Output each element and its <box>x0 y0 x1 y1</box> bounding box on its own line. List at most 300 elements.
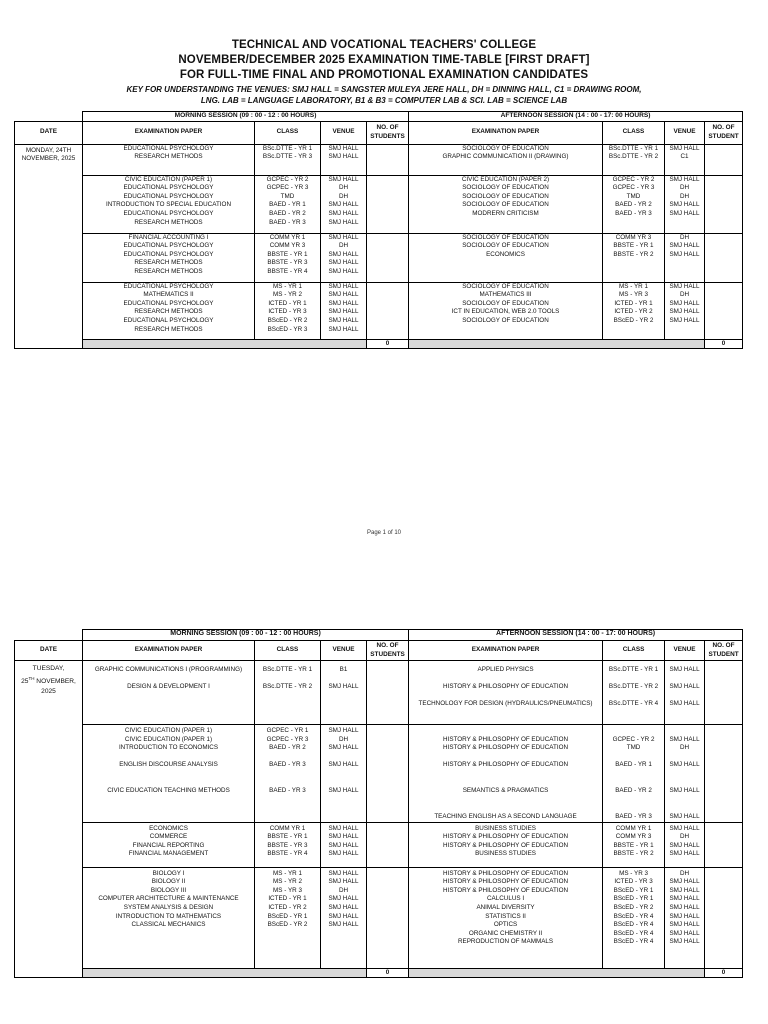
morning-classes <box>255 282 321 339</box>
cell-line: DH <box>679 744 690 752</box>
cell-line: CIVIC EDUCATION (PAPER 1) <box>124 175 213 183</box>
cell-line: SMJ HALL <box>328 787 359 795</box>
total-afternoon: 0 <box>705 968 743 978</box>
afternoon-students <box>705 867 743 968</box>
cell-line: COMM YR 1 <box>615 824 652 832</box>
cell-line: COMM YR 3 <box>615 833 652 841</box>
cell-line: SMJ HALL <box>669 903 700 911</box>
cell-line: HISTORY & PHILOSOPHY OF EDUCATION <box>443 683 569 691</box>
cell-line: RESEARCH METHODS <box>134 267 203 275</box>
cell-line: COMM YR 3 <box>615 233 652 241</box>
cell-line: BUSINESS STUDIES <box>475 850 536 858</box>
cell-line: SMJ HALL <box>328 878 359 886</box>
morning-papers <box>83 144 255 175</box>
cell-line: BBSTE - YR 2 <box>613 850 654 858</box>
morning-students <box>367 822 409 867</box>
cell-line: BAED - YR 2 <box>615 787 652 795</box>
cell-line: RESEARCH METHODS <box>134 153 203 161</box>
cell-line: BScED - YR 2 <box>613 903 654 911</box>
col-exam-paper-afternoon: EXAMINATION PAPER <box>409 641 603 661</box>
afternoon-classes <box>603 822 665 867</box>
cell-line: BAED - YR 3 <box>269 787 306 795</box>
cell-line: SMJ HALL <box>669 787 700 795</box>
cell-line: BBSTE - YR 3 <box>267 841 308 849</box>
cell-line <box>410 727 601 736</box>
cell-line: ECONOMICS <box>149 824 188 832</box>
cell-line: TECHNOLOGY FOR DESIGN (HYDRAULICS/PNEUMATICS) <box>418 700 593 708</box>
cell-line: BAED - YR 3 <box>615 812 652 820</box>
cell-line: BScED - YR 4 <box>613 912 654 920</box>
afternoon-students <box>705 725 743 823</box>
cell-line: CIVIC EDUCATION (PAPER 1) <box>124 735 213 743</box>
cell-line: DH <box>679 833 690 841</box>
totals-row <box>15 968 743 978</box>
cell-line: SMJ HALL <box>328 833 359 841</box>
cell-line: SMJ HALL <box>328 153 359 161</box>
morning-venues <box>321 725 367 823</box>
cell-line: SMJ HALL <box>328 921 359 929</box>
cell-line: BBSTE - YR 1 <box>267 250 308 258</box>
cell-line: SMJ HALL <box>328 869 359 877</box>
cell-line: SOCIOLOGY OF EDUCATION <box>462 299 549 307</box>
col-students-afternoon: NO. OF STUDENT <box>705 121 743 144</box>
cell-line: DH <box>679 233 690 241</box>
cell-line: SMJ HALL <box>669 144 700 152</box>
afternoon-classes <box>603 282 665 339</box>
afternoon-classes <box>603 661 665 725</box>
cell-line <box>666 804 703 813</box>
cell-line: ICTED - YR 3 <box>268 308 307 316</box>
cell-line: SMJ HALL <box>669 735 700 743</box>
cell-line: SMJ HALL <box>328 903 359 911</box>
cell-line: BBSTE - YR 1 <box>613 841 654 849</box>
cell-line: SMJ HALL <box>669 850 700 858</box>
totals-shade-afternoon <box>409 339 705 349</box>
col-students-morning: NO. OF STUDENTS <box>367 121 409 144</box>
cell-line <box>322 779 365 788</box>
morning-students <box>367 725 409 823</box>
cell-line: BSc.DTTE - YR 1 <box>608 144 659 152</box>
cell-line: RESEARCH METHODS <box>134 218 203 226</box>
cell-line: SMJ HALL <box>328 895 359 903</box>
morning-venues <box>321 175 367 233</box>
morning-students <box>367 867 409 968</box>
afternoon-venues <box>665 725 705 823</box>
cell-line: SMJ HALL <box>669 895 700 903</box>
morning-classes <box>255 822 321 867</box>
cell-line: SMJ HALL <box>669 878 700 886</box>
col-exam-paper-afternoon: EXAMINATION PAPER <box>409 121 603 144</box>
afternoon-papers <box>409 175 603 233</box>
cell-line: SMJ HALL <box>328 233 359 241</box>
afternoon-papers <box>409 282 603 339</box>
cell-line: BBSTE - YR 1 <box>267 833 308 841</box>
date-year: 2025 <box>41 688 56 696</box>
cell-line: BAED - YR 3 <box>269 761 306 769</box>
cell-line: SMJ HALL <box>669 812 700 820</box>
afternoon-students <box>705 144 743 175</box>
cell-line: EDUCATIONAL PSYCHOLOGY <box>123 144 214 152</box>
cell-line <box>84 753 253 762</box>
cell-line: SMJ HALL <box>328 259 359 267</box>
morning-papers <box>83 867 255 968</box>
cell-line: SMJ HALL <box>669 242 700 250</box>
cell-line: BBSTE - YR 4 <box>267 267 308 275</box>
date-day: TUESDAY, <box>32 665 65 672</box>
cell-line: CIVIC EDUCATION (PAPER 2) <box>461 175 550 183</box>
cell-line: DH <box>338 886 349 894</box>
timetable-title: NOVEMBER/DECEMBER 2025 EXAMINATION TIME-TABLE [FIRST DRAFT] <box>178 54 590 66</box>
cell-line: CALCULUS I <box>487 895 525 903</box>
afternoon-papers <box>409 144 603 175</box>
cell-line: DH <box>338 184 349 192</box>
cell-line: HISTORY & PHILOSOPHY OF EDUCATION <box>443 761 569 769</box>
cell-line: BScED - YR 1 <box>267 912 308 920</box>
cell-line: BBSTE - YR 1 <box>613 242 654 250</box>
cell-line: SMJ HALL <box>328 299 359 307</box>
cell-line: BSc.DTTE - YR 2 <box>262 683 313 691</box>
cell-line: MS - YR 3 <box>273 886 302 894</box>
venue-key-line1: KEY FOR UNDERSTANDING THE VENUES: SMJ HALL = SANGSTER MULEYA JERE HALL, DH = DINNING HALL, C1 = DRAWING ROOM, <box>126 85 642 94</box>
cell-line <box>604 753 663 762</box>
col-venue-morning: VENUE <box>321 121 367 144</box>
page-footer: Page 1 of 10 <box>366 530 402 536</box>
table-row <box>15 822 743 867</box>
cell-line: C1 <box>680 153 689 161</box>
cell-line: MATHEMATICS III <box>479 291 532 299</box>
morning-papers <box>83 822 255 867</box>
cell-line <box>410 753 601 762</box>
cell-line: SMJ HALL <box>669 282 700 290</box>
cell-line: DESIGN & DEVELOPMENT I <box>127 683 210 691</box>
cell-line: SMJ HALL <box>328 824 359 832</box>
cell-line: ICTED - YR 2 <box>614 308 653 316</box>
cell-line <box>666 727 703 736</box>
total-morning: 0 <box>367 339 409 349</box>
cell-line: CLASSICAL MECHANICS <box>131 921 206 929</box>
col-class-afternoon: CLASS <box>603 641 665 661</box>
cell-line: ICTED - YR 1 <box>614 299 653 307</box>
afternoon-venues <box>665 661 705 725</box>
afternoon-venues <box>665 233 705 282</box>
cell-line: BAED - YR 1 <box>615 761 652 769</box>
cell-line: INTRODUCTION TO ECONOMICS <box>118 744 219 752</box>
cell-line: SMJ HALL <box>328 727 359 734</box>
cell-line: BBSTE - YR 2 <box>613 250 654 258</box>
cell-line: HISTORY & PHILOSOPHY OF EDUCATION <box>443 735 569 743</box>
total-morning: 0 <box>367 968 409 978</box>
morning-students <box>367 144 409 175</box>
cell-line: GRAPHIC COMMUNICATION II (DRAWING) <box>442 153 569 161</box>
cell-line: SMJ HALL <box>669 929 700 937</box>
cell-line: MS - YR 1 <box>273 282 302 290</box>
cell-line: B1 <box>339 666 348 673</box>
cell-line: COMPUTER ARCHITECTURE & MAINTENANCE <box>98 895 239 903</box>
afternoon-venues <box>665 175 705 233</box>
timetable-page1 <box>14 111 743 349</box>
table-row <box>15 175 743 233</box>
cell-line: BScED - YR 4 <box>613 929 654 937</box>
cell-line: SMJ HALL <box>669 308 700 316</box>
cell-line: EDUCATIONAL PSYCHOLOGY <box>123 250 214 258</box>
cell-line <box>666 779 703 788</box>
col-class-morning: CLASS <box>255 641 321 661</box>
col-date: DATE <box>15 641 83 661</box>
cell-line: DH <box>338 735 349 743</box>
cell-line: SMJ HALL <box>669 912 700 920</box>
cell-line <box>604 727 663 736</box>
cell-line: BSc.DTTE - YR 2 <box>608 683 659 691</box>
cell-line: EDUCATIONAL PSYCHOLOGY <box>123 299 214 307</box>
cell-line: SMJ HALL <box>669 683 700 691</box>
cell-line: SMJ HALL <box>328 291 359 299</box>
cell-line <box>410 779 601 788</box>
afternoon-classes <box>603 175 665 233</box>
col-venue-afternoon: VENUE <box>665 641 705 661</box>
date-month: NOVEMBER, <box>34 678 76 686</box>
col-students-afternoon: NO. OF STUDENT <box>705 641 743 661</box>
totals-shade-morning <box>83 968 367 978</box>
cell-line: SMJ HALL <box>669 201 700 209</box>
venue-key-line2: LNG. LAB = LANGUAGE LABORATORY, B1 & B3 = COMPUTER LAB & SCI. LAB = SCIENCE LAB <box>200 96 568 105</box>
cell-line: COMM YR 1 <box>269 824 306 832</box>
date-number: 25 <box>21 678 29 686</box>
morning-venues <box>321 867 367 968</box>
afternoon-papers <box>409 233 603 282</box>
cell-line: SMJ HALL <box>328 683 359 691</box>
col-class-morning: CLASS <box>255 121 321 144</box>
cell-line: MATHEMATICS II <box>143 291 194 299</box>
blank-corner <box>15 112 83 122</box>
cell-line: SMJ HALL <box>669 938 700 946</box>
cell-line <box>256 675 319 684</box>
cell-line: BScED - YR 3 <box>267 325 308 333</box>
cell-line <box>256 779 319 788</box>
cell-line <box>666 770 703 779</box>
cell-line <box>410 804 601 813</box>
cell-line <box>84 779 253 788</box>
cell-line: BScED - YR 2 <box>613 316 654 324</box>
cell-line: ENGLISH DISCOURSE ANALYSIS <box>119 761 218 769</box>
cell-line: BScED - YR 4 <box>613 921 654 929</box>
cell-line <box>410 675 601 684</box>
cell-line: ANIMAL DIVERSITY <box>476 903 535 911</box>
cell-line: BSc.DTTE - YR 4 <box>608 700 659 708</box>
cell-line: SMJ HALL <box>328 308 359 316</box>
cell-line: RESEARCH METHODS <box>134 325 203 333</box>
morning-venues <box>321 144 367 175</box>
cell-line: BSc.DTTE - YR 1 <box>608 666 659 673</box>
cell-line: HISTORY & PHILOSOPHY OF EDUCATION <box>443 878 569 886</box>
morning-classes <box>255 725 321 823</box>
cell-line: MS - YR 1 <box>273 869 302 877</box>
cell-line: CIVIC EDUCATION TEACHING METHODS <box>107 787 230 795</box>
timetable-page2 <box>14 629 743 978</box>
cell-line: DH <box>338 242 349 250</box>
cell-line: BIOLOGY I <box>152 869 185 877</box>
cell-line: BAED - YR 3 <box>615 209 652 217</box>
cell-line: SMJ HALL <box>669 250 700 258</box>
total-afternoon: 0 <box>705 339 743 349</box>
afternoon-venues <box>665 867 705 968</box>
blank-corner <box>15 630 83 641</box>
cell-line <box>84 675 253 684</box>
cell-line: HISTORY & PHILOSOPHY OF EDUCATION <box>443 744 569 752</box>
col-venue-afternoon: VENUE <box>665 121 705 144</box>
cell-line: FINANCIAL MANAGEMENT <box>128 850 209 858</box>
cell-line: SMJ HALL <box>328 267 359 275</box>
cell-line <box>604 770 663 779</box>
cell-line <box>410 692 601 701</box>
cell-line <box>604 675 663 684</box>
col-date: DATE <box>15 121 83 144</box>
cell-line: GRAPHIC COMMUNICATIONS I (PROGRAMMING) <box>94 666 243 673</box>
afternoon-students <box>705 282 743 339</box>
cell-line: BScED - YR 2 <box>267 316 308 324</box>
cell-line: OPTICS <box>493 921 518 929</box>
cell-line: DH <box>679 192 690 200</box>
cell-line: SOCIOLOGY OF EDUCATION <box>462 184 549 192</box>
cell-line: ORGANIC CHEMISTRY II <box>468 929 543 937</box>
cell-line: MS - YR 3 <box>619 291 648 299</box>
cell-line: EDUCATIONAL PSYCHOLOGY <box>123 316 214 324</box>
cell-line <box>666 675 703 684</box>
cell-line: SOCIOLOGY OF EDUCATION <box>462 242 549 250</box>
cell-line: SMJ HALL <box>328 175 359 183</box>
cell-line: GCPEC - YR 3 <box>266 184 309 192</box>
table-row <box>15 144 743 175</box>
cell-line: ICTED - YR 3 <box>614 878 653 886</box>
cell-line: SMJ HALL <box>669 824 700 832</box>
cell-line: DH <box>679 184 690 192</box>
table-row <box>15 867 743 968</box>
afternoon-students <box>705 661 743 725</box>
cell-line: SMJ HALL <box>669 761 700 769</box>
cell-line <box>410 796 601 805</box>
table-row <box>15 282 743 339</box>
cell-line <box>256 753 319 762</box>
afternoon-classes <box>603 867 665 968</box>
cell-line: SMJ HALL <box>328 209 359 217</box>
morning-venues <box>321 822 367 867</box>
table-row <box>15 661 743 725</box>
cell-line <box>322 770 365 779</box>
morning-students <box>367 175 409 233</box>
totals-row <box>15 339 743 349</box>
cell-line: COMMERCE <box>149 833 188 841</box>
col-students-morning: NO. OF STUDENTS <box>367 641 409 661</box>
cell-line: BSc.DTTE - YR 1 <box>262 666 313 673</box>
morning-classes <box>255 175 321 233</box>
morning-students <box>367 233 409 282</box>
cell-line: MS - YR 2 <box>273 878 302 886</box>
morning-papers <box>83 661 255 725</box>
cell-line: SMJ HALL <box>328 850 359 858</box>
afternoon-students <box>705 175 743 233</box>
date-suffix: TH <box>28 676 35 681</box>
morning-students <box>367 661 409 725</box>
cell-line: ICTED - YR 1 <box>268 895 307 903</box>
cell-line: EDUCATIONAL PSYCHOLOGY <box>123 209 214 217</box>
cell-line: APPLIED PHYSICS <box>477 666 534 673</box>
date-cell <box>15 661 83 978</box>
cell-line: BBSTE - YR 4 <box>267 850 308 858</box>
cell-line: INTRODUCTION TO SPECIAL EDUCATION <box>105 201 232 209</box>
cell-line: SMJ HALL <box>328 841 359 849</box>
cell-line: SMJ HALL <box>328 325 359 333</box>
afternoon-venues <box>665 144 705 175</box>
morning-classes <box>255 233 321 282</box>
afternoon-students <box>705 233 743 282</box>
cell-line: GCPEC - YR 3 <box>612 184 655 192</box>
cell-line: ECONOMICS <box>486 250 525 258</box>
cell-line <box>604 804 663 813</box>
afternoon-papers <box>409 661 603 725</box>
cell-line: SMJ HALL <box>328 761 359 769</box>
cell-line <box>666 692 703 701</box>
totals-shade-afternoon <box>409 968 705 978</box>
cell-line: MS - YR 3 <box>619 869 649 877</box>
date-cell: MONDAY, 24TH NOVEMBER, 2025 <box>15 144 83 349</box>
cell-line: COMM YR 1 <box>269 233 306 241</box>
cell-line: TEACHING ENGLISH AS A SECOND LANGUAGE <box>434 812 577 820</box>
cell-line <box>256 770 319 779</box>
cell-line: BIOLOGY II <box>151 878 186 886</box>
afternoon-classes <box>603 233 665 282</box>
cell-line: BAED - YR 2 <box>269 209 306 217</box>
cell-line: SMJ HALL <box>328 218 359 226</box>
cell-line: TMD <box>626 744 641 752</box>
totals-shade-morning <box>83 339 367 349</box>
cell-line <box>666 753 703 762</box>
cell-line: HISTORY & PHILOSOPHY OF EDUCATION <box>443 841 569 849</box>
cell-line: HISTORY & PHILOSOPHY OF EDUCATION <box>443 886 569 894</box>
cell-line: BScED - YR 2 <box>267 921 308 929</box>
cell-line: SMJ HALL <box>328 144 359 152</box>
cell-line: SOCIOLOGY OF EDUCATION <box>462 201 549 209</box>
cell-line: BIOLOGY III <box>150 886 187 894</box>
cell-line: SOCIOLOGY OF EDUCATION <box>462 233 549 241</box>
cell-line: FINANCIAL ACCOUNTING I <box>128 233 209 241</box>
cell-line <box>604 692 663 701</box>
afternoon-session-header: AFTERNOON SESSION (14 : 00 - 17: 00 HOURS) <box>409 630 743 641</box>
cell-line: HISTORY & PHILOSOPHY OF EDUCATION <box>443 833 569 841</box>
cell-line: RESEARCH METHODS <box>134 308 203 316</box>
cell-line: FINANCIAL REPORTING <box>132 841 205 849</box>
cell-line: EDUCATIONAL PSYCHOLOGY <box>123 184 214 192</box>
cell-line: BBSTE - YR 3 <box>267 259 308 267</box>
cell-line: BUSINESS STUDIES <box>475 824 536 832</box>
cell-line: SMJ HALL <box>328 316 359 324</box>
cell-line: SMJ HALL <box>669 209 700 217</box>
cell-line: RESEARCH METHODS <box>134 259 203 267</box>
cell-line: SOCIOLOGY OF EDUCATION <box>462 144 549 152</box>
cell-line: SMJ HALL <box>328 201 359 209</box>
cell-line: BSc.DTTE - YR 3 <box>262 153 313 161</box>
cell-line: MS - YR 2 <box>273 291 302 299</box>
candidates-title: FOR FULL-TIME FINAL AND PROMOTIONAL EXAMINATION CANDIDATES <box>179 69 589 81</box>
cell-line: EDUCATIONAL PSYCHOLOGY <box>123 242 214 250</box>
cell-line: DH <box>679 869 690 877</box>
cell-line: BScED - YR 4 <box>613 938 654 946</box>
col-exam-paper-morning: EXAMINATION PAPER <box>83 121 255 144</box>
cell-line: SMJ HALL <box>669 700 700 708</box>
morning-papers <box>83 233 255 282</box>
col-venue-morning: VENUE <box>321 641 367 661</box>
date-day-month <box>16 674 81 687</box>
morning-session-header: MORNING SESSION (09 : 00 - 12 : 00 HOURS) <box>83 112 409 122</box>
cell-line: COMM YR 3 <box>269 242 306 250</box>
